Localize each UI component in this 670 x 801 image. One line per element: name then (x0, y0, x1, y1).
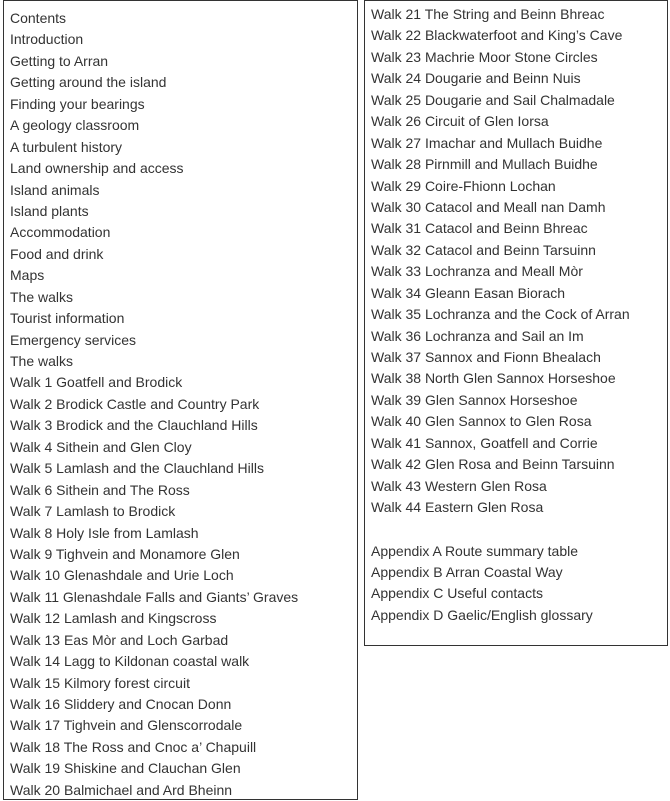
toc-entry-link[interactable]: Walk 5 Lamlash and the Clauchland Hills (10, 460, 264, 477)
toc-entry-link[interactable]: Walk 29 Coire-Fhionn Lochan (371, 177, 556, 194)
toc-entry-link[interactable]: Maps (10, 267, 45, 284)
toc-entry-link[interactable]: Contents (10, 10, 67, 26)
toc-entry-link[interactable]: Appendix C Useful contacts (371, 585, 543, 602)
toc-entry-link[interactable]: Island animals (10, 181, 100, 198)
toc-entry-link[interactable]: Walk 6 Sithein and The Ross (10, 481, 190, 498)
toc-entry-link[interactable]: Walk 16 Sliddery and Cnocan Donn (10, 696, 232, 712)
toc-entry-link[interactable]: Tourist information (10, 310, 125, 327)
toc-entry-link[interactable]: Walk 23 Machrie Moor Stone Circles (371, 48, 598, 65)
toc-entry-link[interactable]: Walk 12 Lamlash and Kingscross (10, 610, 217, 627)
toc-entry-link[interactable]: Walk 7 Lamlash to Brodick (10, 503, 176, 520)
toc-entry-link[interactable]: Walk 19 Shiskine and Clauchan Glen (10, 760, 241, 777)
toc-entry-link[interactable]: Walk 3 Brodick and the Clauchland Hills (10, 417, 258, 434)
toc-entry-link[interactable]: Walk 37 Sannox and Fionn Bhealach (371, 349, 601, 365)
toc-entry-link[interactable]: A turbulent history (10, 138, 123, 155)
toc-entry-link[interactable]: Accommodation (10, 224, 111, 241)
toc-entry-link[interactable]: Walk 28 Pirnmill and Mullach Buidhe (371, 156, 598, 173)
toc-entry-link[interactable]: Walk 1 Goatfell and Brodick (10, 374, 183, 391)
toc-entry-link[interactable]: The walks (10, 288, 74, 305)
toc-walk-list (371, 4, 667, 519)
toc-entry-link[interactable]: Walk 8 Holy Isle from Lamlash (10, 524, 199, 541)
toc-entry-link[interactable]: Getting to Arran (10, 52, 109, 69)
toc-entry-link[interactable]: Walk 41 Sannox, Goatfell and Corrie (371, 434, 598, 451)
toc-entry-link[interactable]: Walk 18 The Ross and Cnoc a’ Chapuill (10, 738, 257, 755)
toc-entry-link[interactable]: Walk 17 Tighvein and Glenscorrodale (10, 717, 243, 734)
toc-entry-link[interactable]: Walk 15 Kilmory forest circuit (10, 674, 190, 691)
toc-entry-link[interactable]: Walk 24 Dougarie and Beinn Nuis (371, 70, 581, 87)
list-gap (371, 519, 667, 541)
toc-entry-link[interactable]: Getting around the island (10, 74, 167, 91)
toc-entry-link[interactable]: Walk 39 Glen Sannox Horseshoe (371, 391, 578, 408)
toc-entry-link[interactable]: Walk 21 The String and Beinn Bhreac (371, 6, 605, 22)
toc-entry-link[interactable]: Walk 35 Lochranza and the Cock of Arran (371, 306, 630, 323)
toc-entry-link[interactable]: Walk 13 Eas Mòr and Loch Garbad (10, 631, 229, 648)
toc-entry-link[interactable]: Walk 4 Sithein and Glen Cloy (10, 438, 192, 455)
toc-entry-link[interactable]: Walk 43 Western Glen Rosa (371, 477, 547, 494)
toc-entry-link[interactable]: Walk 32 Catacol and Beinn Tarsuinn (371, 241, 596, 258)
toc-entry-link[interactable]: Appendix A Route summary table (371, 542, 579, 559)
toc-entry-link[interactable]: Emergency services (10, 331, 137, 348)
toc-entry-link[interactable]: Walk 31 Catacol and Beinn Bhreac (371, 220, 588, 237)
toc-entry-link[interactable]: Walk 11 Glenashdale Falls and Giants’ Graves (10, 588, 299, 605)
toc-entry-link[interactable]: Appendix D Gaelic/English glossary (371, 606, 593, 623)
toc-entry-link[interactable]: Walk 30 Catacol and Meall nan Damh (371, 198, 606, 215)
toc-entry-link[interactable]: Walk 44 Eastern Glen Rosa (371, 499, 544, 516)
toc-entry-link[interactable]: Walk 22 Blackwaterfoot and King’s Cave (371, 27, 623, 44)
toc-entry-link[interactable]: Walk 2 Brodick Castle and Country Park (10, 395, 260, 412)
toc-entry-link[interactable]: Introduction (10, 31, 84, 48)
toc-entry-link[interactable]: Finding your bearings (10, 95, 145, 112)
toc-entry-link[interactable]: Walk 14 Lagg to Kildonan coastal walk (10, 653, 250, 670)
toc-entry-link[interactable]: Walk 42 Glen Rosa and Beinn Tarsuinn (371, 456, 615, 473)
toc-entry-link[interactable]: Appendix B Arran Coastal Way (371, 563, 563, 580)
toc-entry-link[interactable]: Walk 33 Lochranza and Meall Mòr (371, 263, 583, 280)
toc-entry-link[interactable]: Walk 36 Lochranza and Sail an Im (371, 327, 584, 344)
toc-entry-link[interactable]: A geology classroom (10, 117, 140, 134)
toc-left-column (3, 0, 358, 800)
toc-entry-link[interactable]: Walk 20 Balmichael and Ard Bheinn (10, 781, 233, 798)
toc-entry-link[interactable]: Food and drink (10, 245, 104, 262)
toc-entry-link[interactable]: Walk 10 Glenashdale and Urie Loch (10, 567, 234, 584)
toc-entry-link[interactable]: Walk 38 North Glen Sannox Horseshoe (371, 370, 616, 387)
toc-entry-link[interactable]: Walk 9 Tighvein and Monamore Glen (10, 545, 240, 562)
toc-entry-link[interactable]: Island plants (10, 202, 89, 219)
toc-appendix-list (371, 541, 667, 627)
toc-entry-link[interactable]: The walks (10, 353, 74, 369)
toc-entry-link[interactable]: Walk 40 Glen Sannox to Glen Rosa (371, 413, 592, 430)
toc-entry-link[interactable]: Walk 34 Gleann Easan Biorach (371, 284, 566, 301)
toc-entry-link[interactable]: Land ownership and access (10, 160, 184, 177)
toc-right-column (364, 0, 668, 646)
toc-entry-link[interactable]: Walk 26 Circuit of Glen Iorsa (371, 113, 549, 130)
toc-entry-link[interactable]: Walk 25 Dougarie and Sail Chalmadale (371, 91, 615, 108)
toc-entry-link[interactable]: Walk 27 Imachar and Mullach Buidhe (371, 134, 603, 151)
